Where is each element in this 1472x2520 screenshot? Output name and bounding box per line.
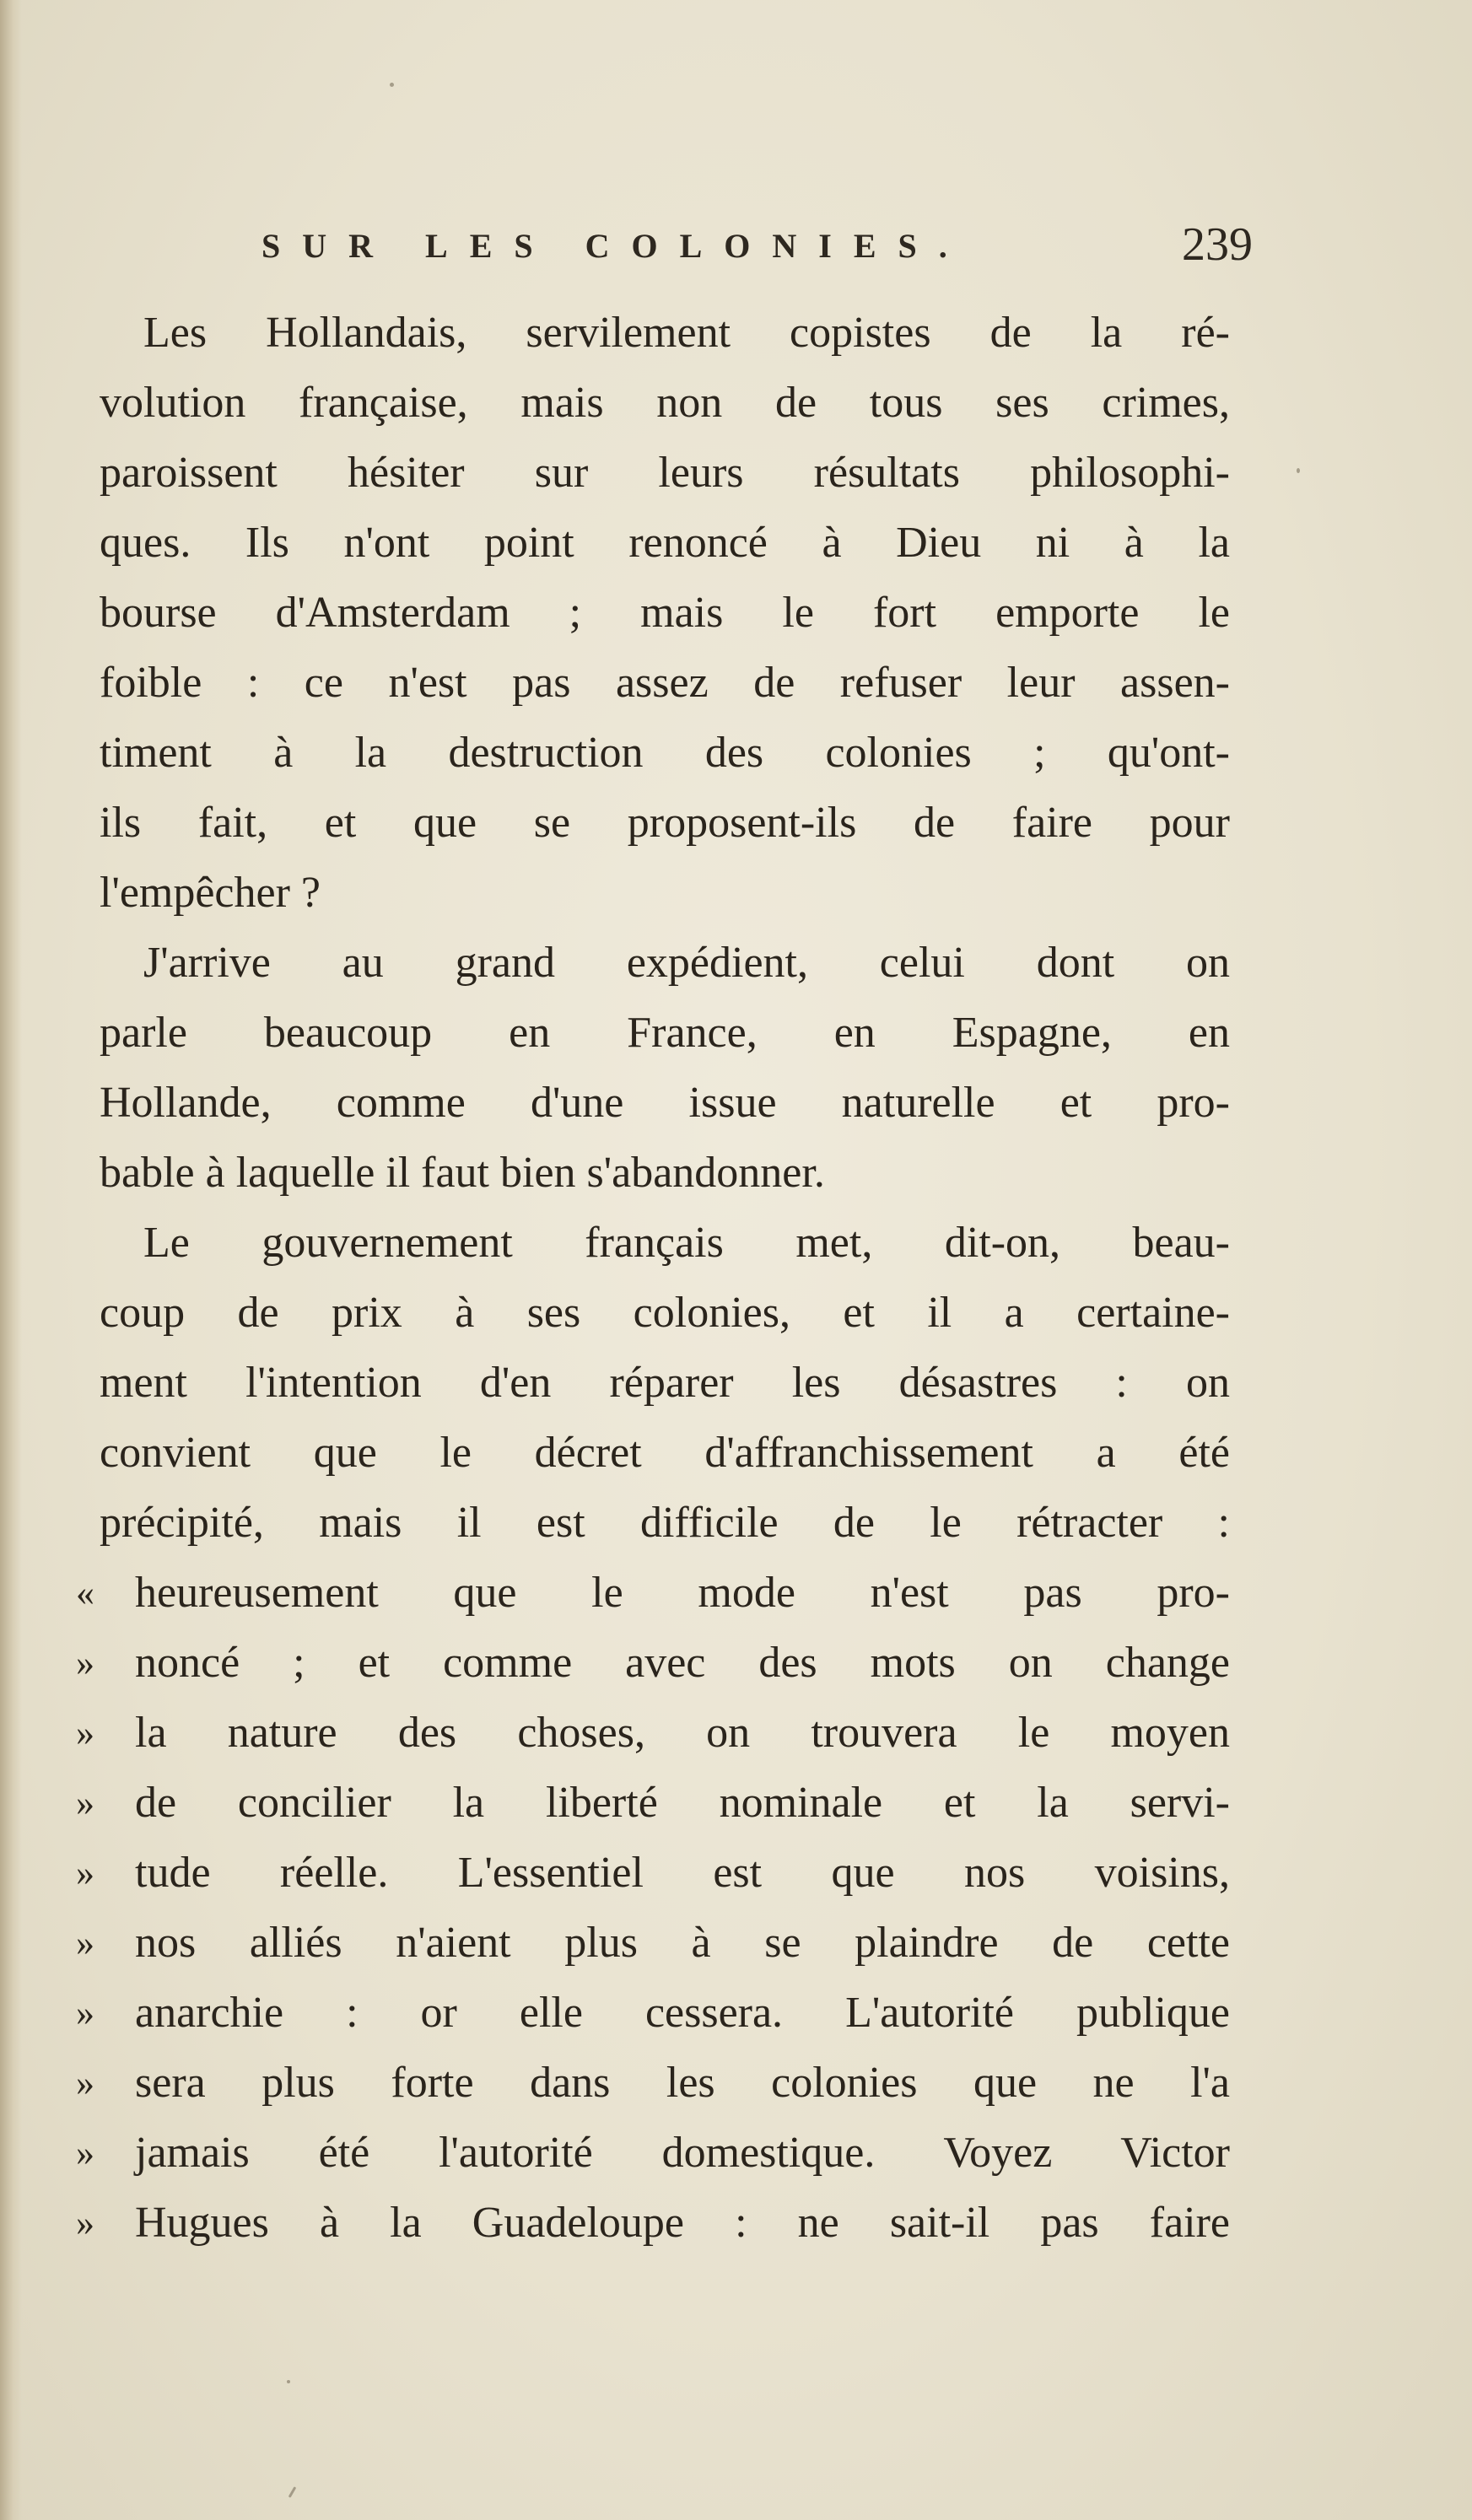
text-line: parle beaucoup en France, en Espagne, en [100, 1009, 1230, 1057]
text-line: précipité, mais il est difficile de le rétracter : [100, 1499, 1230, 1547]
paper-speck [390, 83, 394, 87]
quote-mark-continue: » [76, 1712, 94, 1753]
text-line: Hugues à la Guadeloupe : ne sait-il pas faire [135, 2199, 1230, 2247]
text-line: Hollande, comme d'une issue naturelle et pro- [100, 1079, 1230, 1127]
text-line: bable à laquelle il faut bien s'abandonner. [100, 1149, 825, 1197]
text-line: J'arrive au grand expédient, celui dont on [143, 939, 1230, 987]
text-line: ment l'intention d'en réparer les désastres : on [100, 1359, 1230, 1407]
text-line: noncé ; et comme avec des mots on change [135, 1639, 1230, 1687]
quote-mark-continue: » [76, 2132, 94, 2173]
text-line: ques. Ils n'ont point renoncé à Dieu ni à la [100, 519, 1230, 567]
quote-mark-continue: » [76, 1922, 94, 1963]
text-line: anarchie : or elle cessera. L'autorité publique [135, 1989, 1230, 2037]
text-line: Le gouvernement français met, dit-on, beau- [143, 1219, 1230, 1267]
running-title: SUR LES COLONIES. [262, 227, 969, 265]
text-line: Les Hollandais, servilement copistes de la ré- [143, 309, 1230, 357]
text-line: la nature des choses, on trouvera le moyen [135, 1709, 1230, 1757]
text-line: coup de prix à ses colonies, et il a certaine- [100, 1289, 1230, 1337]
paper-speck [287, 2380, 290, 2383]
text-line: nos alliés n'aient plus à se plaindre de cette [135, 1919, 1230, 1967]
paper-speck [1297, 468, 1300, 473]
text-line: convient que le décret d'affranchissement a été [100, 1429, 1230, 1477]
text-line: ils fait, et que se proposent-ils de faire pour [100, 799, 1230, 847]
text-line: de concilier la liberté nominale et la servi- [135, 1779, 1230, 1827]
text-line: timent à la destruction des colonies ; qu'ont- [100, 729, 1230, 777]
text-line: l'empêcher ? [100, 869, 321, 917]
text-line: bourse d'Amsterdam ; mais le fort emporte le [100, 589, 1230, 637]
quote-mark-continue: » [76, 1782, 94, 1823]
quote-mark-continue: » [76, 2062, 94, 2103]
text-line: foible : ce n'est pas assez de refuser leur assen- [100, 659, 1230, 707]
text-line: tude réelle. L'essentiel est que nos voisins, [135, 1849, 1230, 1897]
quote-mark-continue: » [76, 2202, 94, 2243]
text-line: heureusement que le mode n'est pas pro- [135, 1569, 1230, 1617]
quote-mark-continue: » [76, 1992, 94, 2033]
text-line: sera plus forte dans les colonies que ne l'a [135, 2059, 1230, 2107]
page-number: 239 [1182, 218, 1253, 271]
quote-mark-continue: » [76, 1852, 94, 1893]
text-line: jamais été l'autorité domestique. Voyez Victor [135, 2129, 1230, 2177]
quote-mark-continue: » [76, 1642, 94, 1683]
text-line: volution française, mais non de tous ses crimes, [100, 379, 1230, 427]
text-line: paroissent hésiter sur leurs résultats philosophi- [100, 449, 1230, 497]
quote-mark-open: « [76, 1572, 94, 1613]
